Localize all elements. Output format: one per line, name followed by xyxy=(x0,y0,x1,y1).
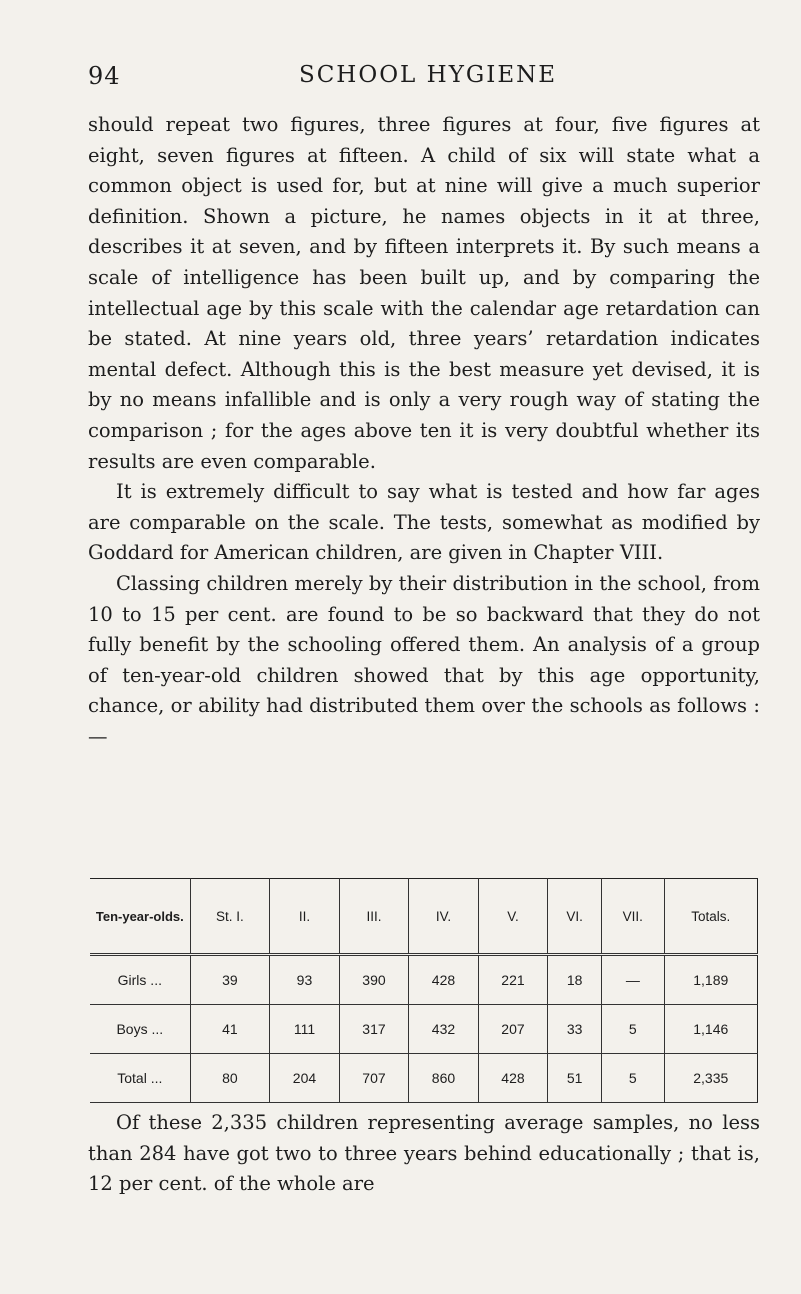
table-cell: 80 xyxy=(190,1054,270,1103)
column-header: IV. xyxy=(409,879,479,955)
table-row xyxy=(90,1054,758,1103)
table-cell: 5 xyxy=(602,1054,665,1103)
table-cell: 432 xyxy=(409,1005,479,1054)
paragraph: It is extremely difficult to say what is tested and how far ages are comparable on the scale. The tests, somewhat as modified by Goddard for American children, are given in Chapter VIII. xyxy=(88,480,760,565)
paragraph: Of these 2,335 children representing average samples, no less than 284 have got two to three years behind educationally ; that is, 12 per cent. of the whole are xyxy=(88,1111,760,1196)
table-cell: 317 xyxy=(339,1005,409,1054)
running-title: SCHOOL HYGIENE xyxy=(298,62,558,88)
page-number: 94 xyxy=(88,62,121,90)
row-label: Total ... xyxy=(90,1054,190,1103)
column-header: III. xyxy=(339,879,409,955)
table-cell: 1,189 xyxy=(664,955,757,1005)
table-cell: 221 xyxy=(478,955,548,1005)
table-cell: — xyxy=(602,955,665,1005)
table-cell: 428 xyxy=(409,955,479,1005)
column-header: II. xyxy=(270,879,340,955)
paragraph: should repeat two figures, three figures at four, five figures at eight, seven figures at fifteen. A child of six will state what a common object is used for, but at nine will give a much superior definition. Shown a picture, he names objects in it at three, describes it at seven, and by fifteen interprets it. By such means a scale of intelligence has been built up, and by comparing the intellectual age by this scale with the calendar age retardation can be stated. At nine years old, three years’ retardation indicates mental defect. Although this is the best measure yet devised, it is by no means infallible and is only a very rough way of stating the comparison ; for the ages above ten it is very doubtful whether its results are even comparable. xyxy=(88,113,760,473)
table-cell: 111 xyxy=(270,1005,340,1054)
column-header: VII. xyxy=(602,879,665,955)
table-cell: 390 xyxy=(339,955,409,1005)
table-cell: 33 xyxy=(548,1005,602,1054)
table-cell: 707 xyxy=(339,1054,409,1103)
column-header: Totals. xyxy=(664,879,757,955)
closing-text xyxy=(88,1108,760,1200)
table-cell: 5 xyxy=(602,1005,665,1054)
table-row xyxy=(90,1005,758,1054)
table-cell: 51 xyxy=(548,1054,602,1103)
paragraph: Classing children merely by their distribution in the school, from 10 to 15 per cent. are found to be so backward that they do not fully benefit by the schooling offered them. An analysis of a group of ten-year-old children showed that by this age opportunity, chance, or ability had distributed them over the schools as follows :— xyxy=(88,571,760,748)
column-header: St. I. xyxy=(190,879,270,955)
table-cell: 428 xyxy=(478,1054,548,1103)
table-cell: 39 xyxy=(190,955,270,1005)
table-cell: 93 xyxy=(270,955,340,1005)
table-cell: 18 xyxy=(548,955,602,1005)
page-header xyxy=(88,62,768,98)
table-row xyxy=(90,955,758,1005)
body-text xyxy=(88,110,760,752)
row-label: Boys ... xyxy=(90,1005,190,1054)
table-cell: 204 xyxy=(270,1054,340,1103)
column-header: V. xyxy=(478,879,548,955)
row-label: Girls ... xyxy=(90,955,190,1005)
table-header-row xyxy=(90,879,758,955)
column-header: VI. xyxy=(548,879,602,955)
table-cell: 860 xyxy=(409,1054,479,1103)
column-header: Ten-year-olds. xyxy=(90,879,190,955)
distribution-table xyxy=(90,878,758,1092)
table-cell: 1,146 xyxy=(664,1005,757,1054)
table-cell: 207 xyxy=(478,1005,548,1054)
table-cell: 2,335 xyxy=(664,1054,757,1103)
table-cell: 41 xyxy=(190,1005,270,1054)
